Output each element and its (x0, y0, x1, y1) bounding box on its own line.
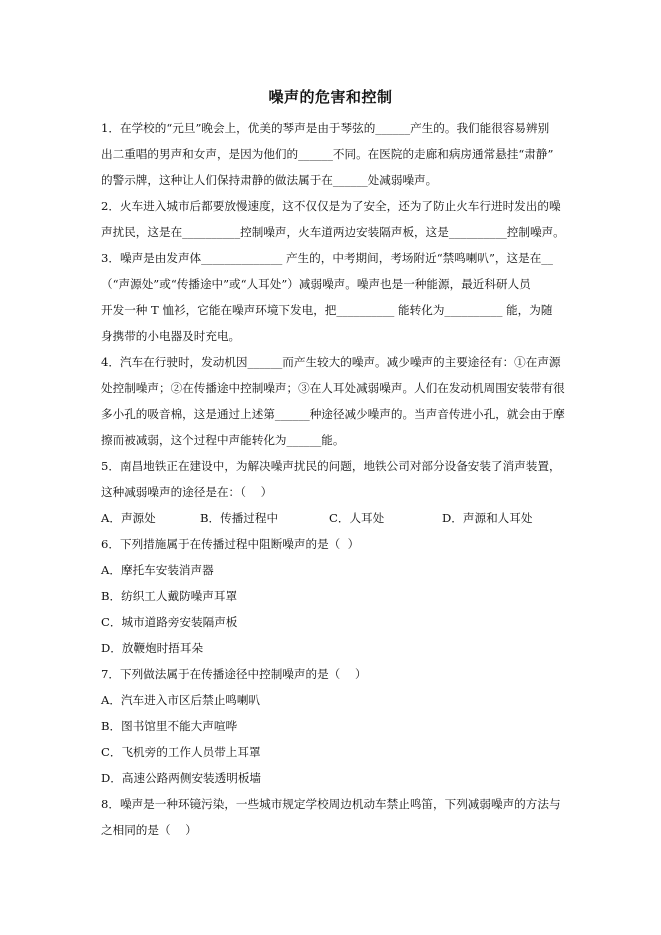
text-line: 开发一种 T 恤衫，它能在噪声环境下发电，把__________ 能转化为__________ 能，为随 (101, 303, 553, 317)
q5-option-c: C．人耳处 (329, 511, 385, 525)
text-line: 5．南昌地铁正在建设中，为解决噪声扰民的问题，地铁公司对部分设备安装了消声装置， (101, 459, 561, 473)
q5-option-d: D．声源和人耳处 (442, 511, 533, 525)
text-line: 出二重唱的男声和女声，是因为他们的______不同。在医院的走廊和病房通常悬挂“肃静” (101, 147, 554, 161)
text-line: 擦而被减弱，这个过程中声能转化为______能。 (101, 433, 345, 447)
q5-option-b: B．传播过程中 (200, 511, 279, 525)
text-line: 1．在学校的“元旦”晚会上，优美的琴声是由于琴弦的______产生的。我们能很容易辨别 (101, 121, 550, 135)
text-line: 身携带的小电器及时充电。 (101, 329, 241, 343)
text-line: （“声源处”或“传播途中”或“人耳处”）减弱噪声。噪声也是一种能源，最近科研人员 (101, 277, 531, 291)
text-line: D．高速公路两侧安装透明板墙 (101, 771, 262, 785)
text-line: A．汽车进入市区后禁止鸣喇叭 (101, 693, 261, 707)
text-line: 多小孔的吸音棉，这是通过上述第______种途径减少噪声的。当声音传进小孔，就会由于摩 (101, 407, 565, 421)
text-line: 2．火车进入城市后都要放慢速度，这不仅仅是为了安全，还为了防止火车行进时发出的噪 (101, 199, 561, 213)
text-line: C．城市道路旁安装隔声板 (101, 615, 238, 629)
q5-option-a: A．声源处 (101, 511, 156, 525)
text-line: B．纺织工人戴防噪声耳罩 (101, 589, 238, 603)
page-title: 噪声的危害和控制 (268, 88, 393, 106)
text-line: 4．汽车在行驶时，发动机因______而产生较大的噪声。减少噪声的主要途径有：①在声源 (101, 355, 561, 369)
text-line: 这种减弱噪声的途径是在：（ ） (101, 485, 273, 499)
text-line: A．摩托车安装消声器 (101, 563, 214, 577)
text-line: 8．噪声是一种环镜污染，一些城市规定学校周边机动车禁止鸣笛，下列减弱噪声的方法与 (101, 797, 561, 811)
text-line: 之相同的是（ ） (101, 823, 197, 837)
text-line: 的警示牌，这种让人们保持肃静的做法属于在______处减弱噪声。 (101, 173, 438, 187)
text-line: 6．下列措施属于在传播过程中阻断噪声的是（ ） (101, 537, 360, 551)
text-line: 3．噪声是由发声体______________ 产生的，中考期间，考场附近“禁鸣喇叭”，这是在__ (101, 251, 553, 265)
text-line: 7．下列做法属于在传播途径中控制噪声的是（ ） (101, 667, 367, 681)
text-line: 处控制噪声；②在传播途中控制噪声；③在人耳处减弱噪声。人们在发动机周围安装带有很 (101, 381, 565, 395)
text-line: C．飞机旁的工作人员带上耳罩 (101, 745, 261, 759)
text-line: 声扰民，这是在__________控制噪声，火车道两边安装隔声板，这是__________控制噪声。 (101, 225, 565, 239)
text-line: B．图书馆里不能大声喧哗 (101, 719, 238, 733)
text-line: D．放鞭炮时捂耳朵 (101, 641, 204, 655)
